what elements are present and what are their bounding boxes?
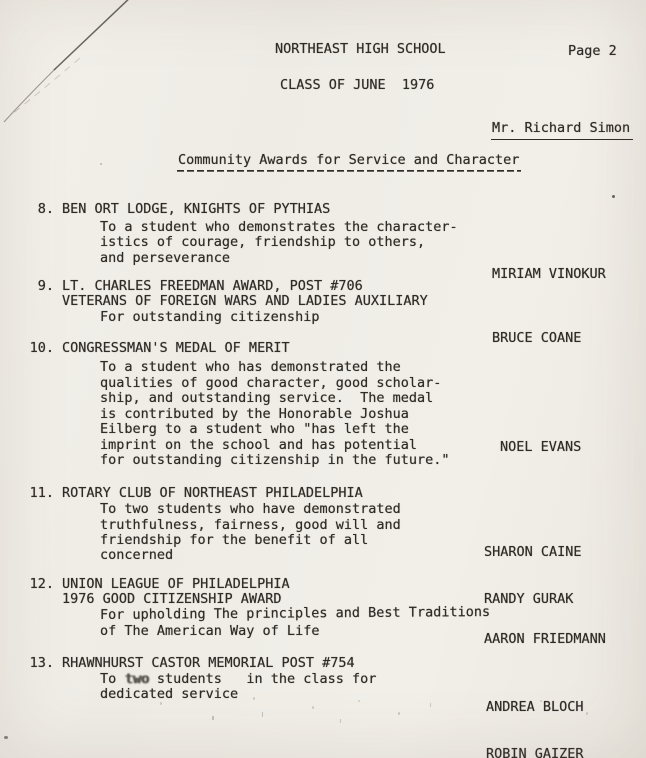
scan-speck <box>586 712 588 715</box>
scan-speck <box>262 712 263 717</box>
scan-speck <box>358 700 360 702</box>
recipient-name: MIRIAM VINOKUR <box>492 266 606 282</box>
scan-speck <box>212 716 214 720</box>
award-title-line: LT. CHARLES FREEDMAN AWARD, POST #706 <box>62 278 363 294</box>
award-desc-line: concerned <box>100 547 174 563</box>
award-number: 8. <box>37 201 54 217</box>
desc-text-post: students in the class for <box>148 671 377 687</box>
award-desc-line: of The American Way of Life <box>100 623 320 639</box>
scan-speck <box>312 706 314 709</box>
scan-speck <box>253 697 255 700</box>
recipient-names <box>486 669 584 758</box>
award-number: 12. <box>29 576 54 592</box>
recipient-name: ANDREA BLOCH <box>486 699 584 715</box>
scan-speck <box>340 719 341 723</box>
scan-speck <box>398 712 400 715</box>
smudged-word: two <box>124 671 149 687</box>
scan-speck <box>540 700 542 702</box>
award-number: 11. <box>29 485 54 501</box>
desc-text-pre: To <box>100 671 125 687</box>
award-title-line: VETERANS OF FOREIGN WARS AND LADIES AUXILIARY <box>62 293 428 309</box>
award-title-line: BEN ORT LODGE, KNIGHTS OF PYTHIAS <box>62 201 331 217</box>
crease-mark <box>0 0 170 145</box>
award-desc-line: dedicated service <box>100 686 239 702</box>
award-desc-line: To two students who have demonstrated <box>100 501 401 517</box>
class-title: CLASS OF JUNE 1976 <box>280 77 435 93</box>
scan-speck <box>160 702 162 705</box>
recipient-name: BRUCE COANE <box>492 330 582 346</box>
section-heading: Community Awards for Service and Character <box>177 152 521 172</box>
award-desc-line: is contributed by the Honorable Joshua <box>100 406 409 422</box>
award-desc-line: friendship for the benefit of all <box>100 532 369 548</box>
scan-speck <box>100 163 102 165</box>
award-number: 13. <box>29 655 54 671</box>
recipient-name: NOEL EVANS <box>500 439 582 455</box>
award-title-line: UNION LEAGUE OF PHILADELPHIA <box>62 576 290 592</box>
school-title: NORTHEAST HIGH SCHOOL <box>275 41 446 57</box>
recipient-names <box>500 409 581 487</box>
award-desc-line: ship, and outstanding service. The medal <box>100 390 434 406</box>
award-number: 10. <box>29 340 54 356</box>
award-desc-line: To a student who has demonstrated the <box>100 359 401 375</box>
recipient-names <box>484 601 606 679</box>
recipient-name: ROBIN GAIZER <box>486 745 584 758</box>
scan-speck <box>430 703 431 707</box>
award-desc-line: For upholding The principles and Best Traditions <box>99 603 491 623</box>
recipient-name: SHARON CAINE <box>484 544 582 560</box>
award-desc-line: for outstanding citizenship in the future." <box>100 452 450 468</box>
award-desc-line: imprint on the school and has potential <box>100 437 417 453</box>
signatory-name: Mr. Richard Simon <box>491 120 633 140</box>
recipient-names <box>492 300 581 378</box>
award-desc-line: To a student who demonstrates the character- <box>100 219 458 235</box>
award-desc-line: For outstanding citizenship <box>100 309 320 325</box>
award-title-line: ROTARY CLUB OF NORTHEAST PHILADELPHIA <box>62 485 363 501</box>
award-desc-line: Eilberg to a student who "has left the <box>100 421 409 437</box>
scan-speck <box>4 736 8 739</box>
award-title-line: 1976 GOOD CITIZENSHIP AWARD <box>62 591 282 607</box>
award-desc-line <box>100 671 376 687</box>
recipient-name: RANDY GURAK <box>484 590 574 607</box>
award-desc-line: qualities of good character, good scholar- <box>100 375 442 391</box>
award-desc-line: istics of courage, friendship to others, <box>100 234 426 250</box>
award-title-line: CONGRESSMAN'S MEDAL OF MERIT <box>62 340 290 356</box>
award-desc-line: truthfulness, fairness, good will and <box>100 517 401 533</box>
award-desc-line: and perseverance <box>100 250 231 266</box>
scan-speck <box>612 195 615 198</box>
recipient-name: AARON FRIEDMANN <box>484 631 606 647</box>
page-number: Page 2 <box>568 43 617 59</box>
award-title-line: RHAWNHURST CASTOR MEMORIAL POST #754 <box>62 655 355 671</box>
award-number: 9. <box>37 278 54 294</box>
